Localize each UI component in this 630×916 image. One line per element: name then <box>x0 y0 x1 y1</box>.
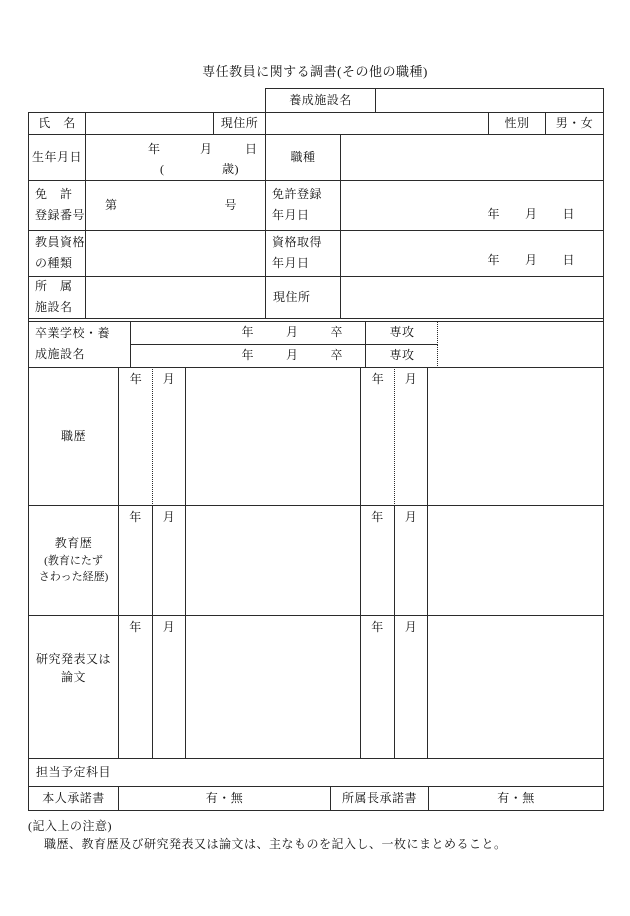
career-detail-col-1 <box>185 367 361 506</box>
affiliation-label <box>28 276 86 319</box>
grad-month-label: 月 <box>285 348 299 363</box>
education-history-label-line2: (教育にたず <box>44 554 103 567</box>
education-month-col-2: 月 <box>394 505 428 616</box>
career-year-col-2: 年 <box>360 367 395 506</box>
license-year-label: 年 <box>487 207 500 222</box>
gender-label: 性別 <box>488 112 546 135</box>
major-label-row1: 専攻 <box>365 321 438 345</box>
research-label-line2: 論文 <box>60 670 86 684</box>
chief-consent-label: 所属長承諾書 <box>330 786 429 811</box>
affiliation-label-line1: 所 属 <box>35 279 73 294</box>
major-value-row1 <box>437 321 604 345</box>
age-paren-open: ( <box>160 162 165 176</box>
qualification-type-label-line2: の種類 <box>35 256 73 270</box>
self-consent-label: 本人承諾書 <box>28 786 119 811</box>
education-history-label <box>28 505 119 616</box>
qualification-year-label: 年 <box>487 253 500 268</box>
major-value-row2 <box>437 344 604 368</box>
qualification-type-label-line1: 教員資格 <box>35 235 86 250</box>
license-number-label-line1: 免 許 <box>35 187 73 202</box>
chief-consent-options: 有・無 <box>428 786 604 811</box>
license-number-label <box>28 180 86 231</box>
current-address-value <box>265 112 489 135</box>
facility-name-value <box>375 88 604 113</box>
education-detail-col-1 <box>185 505 361 616</box>
birth-day-label: 日 <box>245 142 258 156</box>
birth-year-label: 年 <box>148 142 161 156</box>
license-month-label: 月 <box>524 207 538 222</box>
school-grad-date-row1 <box>130 321 366 345</box>
research-month-col-2: 月 <box>394 615 428 759</box>
affiliation-address-value <box>340 276 604 319</box>
education-year-col-2: 年 <box>360 505 395 616</box>
major-label-row2: 専攻 <box>365 344 438 368</box>
gender-options: 男・女 <box>545 112 604 135</box>
license-date-label <box>265 180 341 231</box>
research-label-line1: 研究発表又は <box>35 652 111 667</box>
research-detail-col-2 <box>427 615 604 759</box>
career-month-col-1: 月 <box>152 367 186 506</box>
education-detail-col-2 <box>427 505 604 616</box>
birth-month-label: 月 <box>200 142 213 156</box>
career-label: 職歴 <box>28 367 119 506</box>
education-history-label-line1: 教育歴 <box>54 535 93 550</box>
self-consent-options: 有・無 <box>118 786 331 811</box>
qualification-type-value <box>85 230 266 277</box>
grad-month-label: 月 <box>285 325 299 340</box>
grad-year-label: 年 <box>241 325 254 340</box>
birth-date-label: 生年月日 <box>28 134 86 181</box>
school-label-line2: 成施設名 <box>35 347 86 361</box>
school-label-line1: 卒業学校・養 <box>35 326 111 341</box>
education-month-col-1: 月 <box>152 505 186 616</box>
license-number-prefix: 第 <box>105 197 118 212</box>
qualification-date-label-line1: 資格取得 <box>272 235 323 250</box>
planned-subjects-label: 担当予定科目 <box>28 758 604 787</box>
license-number-value <box>85 180 266 231</box>
occupation-label: 職種 <box>265 134 341 181</box>
birth-date-value <box>85 134 266 181</box>
qualification-date-label-line2: 年月日 <box>272 256 310 270</box>
school-label <box>28 321 131 368</box>
license-number-suffix: 号 <box>224 197 237 212</box>
qualification-month-label: 月 <box>524 253 538 268</box>
license-date-value <box>340 180 604 231</box>
facility-name-label: 養成施設名 <box>265 88 376 113</box>
research-month-col-1: 月 <box>152 615 186 759</box>
name-value <box>85 112 214 135</box>
current-address-label: 現住所 <box>213 112 266 135</box>
grad-year-label: 年 <box>241 348 254 363</box>
research-label <box>28 615 119 759</box>
license-date-label-line1: 免許登録 <box>272 187 323 202</box>
research-detail-col-1 <box>185 615 361 759</box>
grad-label: 卒 <box>330 348 343 363</box>
affiliation-label-line2: 施設名 <box>35 300 73 314</box>
name-label: 氏 名 <box>28 112 86 135</box>
education-year-col-1: 年 <box>118 505 153 616</box>
notes-heading: (記入上の注意) <box>28 819 112 833</box>
qualification-date-value <box>340 230 604 277</box>
qualification-type-label <box>28 230 86 277</box>
license-date-label-line2: 年月日 <box>272 208 310 222</box>
school-grad-date-row2 <box>130 344 366 368</box>
career-detail-col-2 <box>427 367 604 506</box>
career-month-col-2: 月 <box>394 367 428 506</box>
career-year-col-1: 年 <box>118 367 153 506</box>
research-year-col-2: 年 <box>360 615 395 759</box>
occupation-value <box>340 134 604 181</box>
grad-label: 卒 <box>330 325 343 340</box>
qualification-date-label <box>265 230 341 277</box>
notes-body: 職歴、教育歴及び研究発表又は論文は、主なものを記入し、一枚にまとめること。 <box>44 837 507 851</box>
education-history-label-line3: さわった経歴) <box>38 571 109 584</box>
qualification-day-label: 日 <box>562 253 575 268</box>
age-label: 歳) <box>222 162 239 176</box>
page-title: 専任教員に関する調書(その他の職種) <box>202 64 428 79</box>
license-day-label: 日 <box>562 207 575 222</box>
affiliation-address-label: 現住所 <box>265 276 341 319</box>
license-number-label-line2: 登録番号 <box>35 208 86 222</box>
affiliation-value <box>85 276 266 319</box>
research-year-col-1: 年 <box>118 615 153 759</box>
